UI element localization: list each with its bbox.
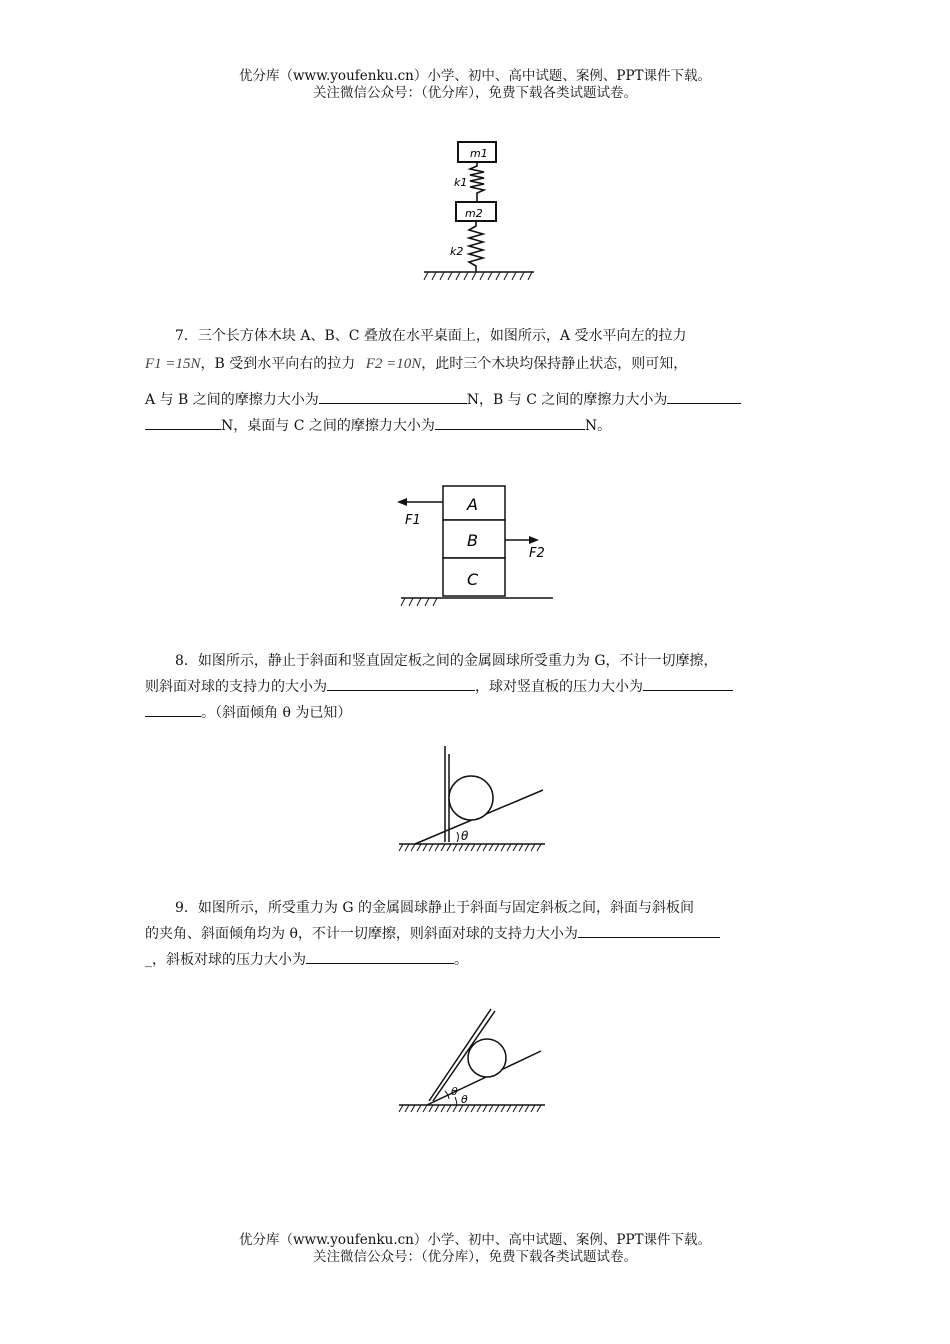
q9-blank-pressure[interactable] — [306, 949, 454, 964]
q7-line-4a: N，桌面与 C 之间的摩擦力大小为 — [221, 418, 435, 434]
q9-line-3b: 。 — [454, 952, 468, 968]
theta-label-2: θ — [461, 1093, 468, 1106]
page-footer — [0, 1232, 950, 1266]
spring-k2 — [469, 221, 483, 272]
q8-blank-pressure-cont[interactable] — [145, 702, 201, 717]
spring-mass-figure — [418, 138, 538, 288]
ball-vertical-board-figure — [395, 742, 555, 857]
ball-inclined-board-figure — [395, 995, 555, 1115]
force-f2-label: F2 — [529, 546, 545, 561]
q9-line-1: 9．如图所示，所受重力为 G 的金属圆球静止于斜面与固定斜板之间，斜面与斜板间 — [175, 900, 694, 916]
q7-line-2a: ，B 受到水平向右的拉力 — [200, 356, 356, 372]
metal-ball — [449, 776, 493, 820]
q7-blank-table-c[interactable] — [435, 415, 585, 430]
block-c-label: C — [467, 570, 479, 589]
q8-line-1: 8．如图所示，静止于斜面和竖直固定板之间的金属圆球所受重力为 G，不计一切摩擦， — [175, 653, 718, 669]
block-b-label: B — [467, 531, 478, 550]
spring-k2-label: k2 — [450, 245, 464, 258]
page-header — [0, 68, 950, 102]
q8-line-3: 。（斜面倾角 θ 为已知） — [201, 705, 352, 721]
ground-hatching — [399, 1105, 541, 1112]
q7-line-1: 7．三个长方体木块 A、B、C 叠放在水平桌面上，如图所示，A 受水平向左的拉力 — [175, 328, 687, 344]
mass-m2-label: m2 — [465, 207, 483, 220]
theta-label: θ — [461, 829, 469, 843]
mass-m1-label: m1 — [470, 147, 488, 160]
q7-blank-bc-cont[interactable] — [145, 415, 221, 430]
header-line-2: 关注微信公众号：（优分库），免费下载各类试题试卷。 — [313, 85, 637, 101]
question-9 — [145, 895, 810, 973]
ground-hatching — [399, 844, 541, 851]
spring-k1 — [470, 162, 484, 202]
q9-line-2: 的夹角、斜面倾角均为 θ，不计一切摩擦，则斜面对球的支持力大小为 — [145, 926, 578, 942]
q7-blank-ab[interactable] — [319, 389, 467, 404]
question-7 — [145, 323, 810, 439]
ground-hatching — [424, 272, 532, 280]
q7-formula-f1: F1 =15N — [145, 356, 201, 372]
q8-blank-pressure[interactable] — [643, 676, 733, 691]
theta-label-1: θ — [451, 1085, 458, 1098]
question-8 — [145, 648, 810, 726]
ground-hatching — [401, 598, 437, 606]
q7-line-3b: N，B 与 C 之间的摩擦力大小为 — [466, 392, 668, 408]
q7-line-2b: ，此时三个木块均保持静止状态，则可知， — [421, 356, 688, 372]
block-a-label: A — [467, 495, 478, 514]
q7-line-3a: A 与 B 之间的摩擦力大小为 — [145, 392, 319, 408]
q8-line-2b: ，球对竖直板的压力大小为 — [475, 679, 643, 695]
metal-ball — [468, 1039, 506, 1077]
footer-line-1: 优分库（www.youfenku.cn）小学、初中、高中试题、案例、PPT课件下载。 — [238, 1232, 712, 1248]
q8-blank-support[interactable] — [327, 676, 475, 691]
q7-formula-f2: F2 =10N — [365, 356, 422, 372]
q7-blank-bc[interactable] — [667, 389, 741, 404]
header-line-1: 优分库（www.youfenku.cn）小学、初中、高中试题、案例、PPT课件下载。 — [238, 68, 712, 84]
q7-line-4b: N。 — [584, 418, 612, 434]
force-f1-label: F1 — [405, 513, 421, 528]
q9-blank-support[interactable] — [578, 923, 720, 938]
angle-arc-lower — [455, 1097, 457, 1105]
footer-line-2: 关注微信公众号：（优分库），免费下载各类试题试卷。 — [313, 1249, 637, 1265]
spring-k1-label: k1 — [454, 176, 468, 189]
angle-arc — [457, 832, 458, 842]
q9-line-3a: _，斜板对球的压力大小为 — [145, 952, 306, 968]
stacked-blocks-figure — [395, 480, 555, 610]
q8-line-2a: 则斜面对球的支持力的大小为 — [145, 679, 327, 695]
